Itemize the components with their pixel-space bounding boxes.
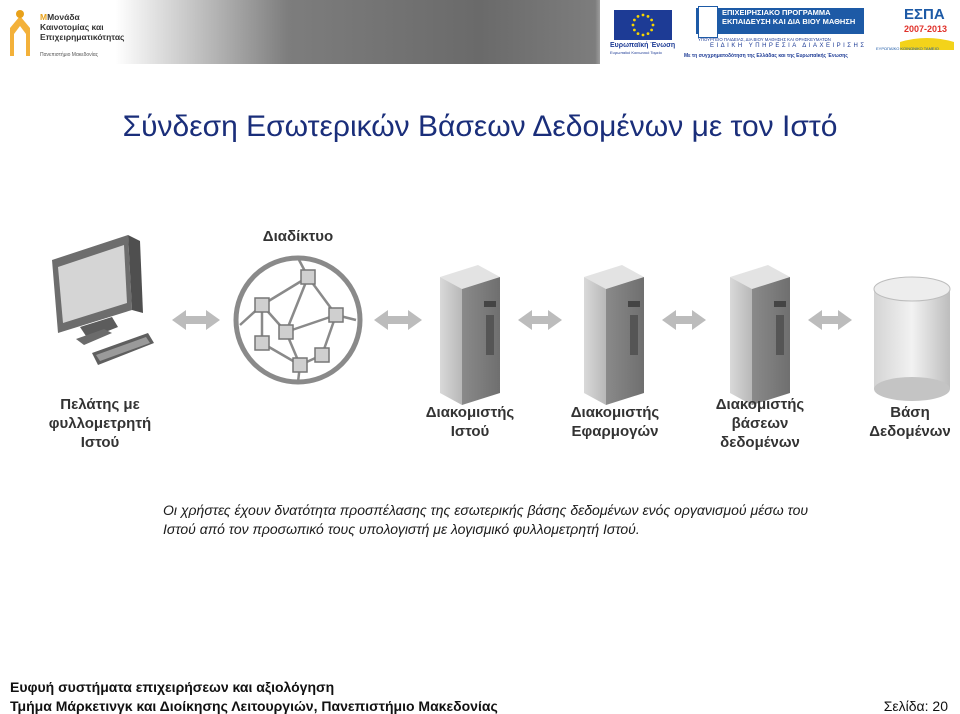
op-service: ΕΙΔΙΚΗ ΥΠΗΡΕΣΙΑ ΔΙΑΧΕΙΡΙΣΗΣ	[710, 43, 867, 49]
op-line1: ΕΠΙΧΕΙΡΗΣΙΑΚΟ ΠΡΟΓΡΑΜΜΑ	[722, 8, 831, 17]
innovation-unit-logo-icon	[6, 6, 36, 58]
greek-emblem-icon	[698, 6, 718, 38]
database-cylinder-icon	[874, 277, 950, 401]
slide-title: Σύνδεση Εσωτερικών Βάσεων Δεδομένων με τον Ιστό	[122, 110, 838, 143]
database-server-icon	[730, 265, 790, 405]
web-server-icon	[440, 265, 500, 405]
op-ministry: ΥΠΟΥΡΓΕΙΟ ΠΑΙΔΕΙΑΣ, ΔΙΑ ΒΙΟΥ ΜΑΘΗΣΗΣ ΚΑΙ ΘΡΗΣΚΕΥΜΑΤΩΝ	[698, 37, 831, 42]
eu-label: Ευρωπαϊκή Ένωση	[610, 42, 676, 49]
application-server-icon	[584, 265, 644, 405]
node-label-app-server: Διακομιστής Εφαρμογών	[570, 404, 660, 440]
espa-sub: ΕΥΡΩΠΑΪΚΟ ΚΟΙΝΩΝΙΚΟ ΤΑΜΕΙΟ	[876, 46, 939, 51]
op-line2: ΕΚΠΑΙΔΕΥΣΗ ΚΑΙ ΔΙΑ ΒΙΟΥ ΜΑΘΗΣΗ	[722, 17, 856, 26]
header-banner	[0, 0, 960, 64]
funding-logos	[600, 0, 960, 64]
university-logo	[0, 0, 125, 64]
internet-globe-icon	[236, 258, 360, 382]
double-arrow-icon	[518, 310, 562, 330]
espa-label: ΕΣΠΑ	[904, 6, 945, 23]
internet-label: Διαδίκτυο	[262, 228, 334, 245]
node-label-db-server: Διακομιστής βάσεων δεδομένων	[715, 396, 805, 451]
client-computer-icon	[52, 235, 154, 365]
eu-flag-icon	[614, 10, 672, 40]
left-logo-text: ΜΜονάδα Καινοτομίας και Επιχειρηματικότητας	[40, 12, 125, 42]
double-arrow-icon	[172, 310, 220, 330]
node-label-web-server: Διακομιστής Ιστού	[425, 404, 515, 440]
architecture-diagram	[0, 215, 960, 465]
node-label-client: Πελάτης με φυλλομετρητή Ιστού	[48, 396, 152, 451]
double-arrow-icon	[374, 310, 422, 330]
double-arrow-icon	[808, 310, 852, 330]
eu-sub-label: Ευρωπαϊκό Κοινωνικό Ταμείο	[610, 50, 662, 55]
slide-number: Σελίδα: 20	[883, 698, 948, 714]
left-logo-sub: Πανεπιστήμιο Μακεδονίας	[40, 52, 99, 58]
footer-department: Τμήμα Μάρκετινγκ και Διοίκησης Λειτουργιών, Πανεπιστήμιο Μακεδονίας	[10, 698, 498, 714]
espa-years: 2007-2013	[904, 24, 948, 34]
diagram-caption: Οι χρήστες έχουν δνατότητα προσπέλασης της εσωτερικής βάσης δεδομένων ενός οργανισμού μέσω του Ιστού από τον προσωπικό τους υπολογιστή με λογισμικό φυλλομετρητή Ιστού.	[163, 502, 809, 537]
double-arrow-icon	[662, 310, 706, 330]
footer-course: Ευφυή συστήματα επιχειρήσεων και αξιολόγηση	[10, 679, 335, 695]
cofunding-text: Με τη συγχρηματοδότηση της Ελλάδας και της Ευρωπαϊκής Ένωσης	[684, 53, 848, 59]
node-label-database: Βάση Δεδομένων	[869, 404, 951, 440]
